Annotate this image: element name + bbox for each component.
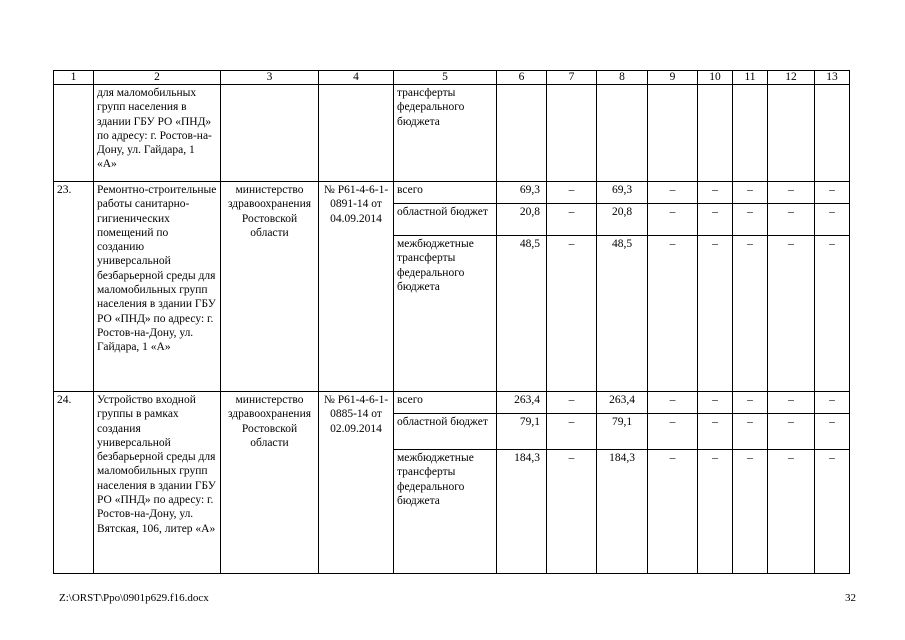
value-cell: – <box>547 182 597 204</box>
value-cell: – <box>547 392 597 414</box>
column-number-row <box>54 71 850 85</box>
col-header: 8 <box>597 71 648 85</box>
row-agency: министерство здравоохранения Ростовской области <box>221 392 319 574</box>
value-cell: 79,1 <box>497 414 547 450</box>
row-description: Ремонтно-строительные работы санитарно-гигиенических помещений по созданию универсальной безбарьерной среды для маломобильных групп населения в здании ГБУ РО «ПНД» по адресу: г. Ростов-на-Дону, ул. Гайдара, 1 «А» <box>94 182 221 392</box>
value-cell: – <box>648 204 698 236</box>
value-cell: – <box>648 450 698 574</box>
col-header: 1 <box>54 71 94 85</box>
col-header: 11 <box>733 71 768 85</box>
value-cell: – <box>698 392 733 414</box>
budget-table <box>53 70 850 574</box>
value-cell: – <box>698 414 733 450</box>
value-cell: 69,3 <box>497 182 547 204</box>
row-document: № Р61-4-6-1-0891-14 от 04.09.2014 <box>319 182 394 392</box>
value-cell: – <box>698 204 733 236</box>
value-cell: 79,1 <box>597 414 648 450</box>
col-header: 4 <box>319 71 394 85</box>
page-number: 32 <box>845 592 856 604</box>
value-cell: – <box>733 204 768 236</box>
row-description: для маломобильных групп населения в здании ГБУ РО «ПНД» по адресу: г. Ростов-на-Дону, ул. Гайдара, 1 «А» <box>94 85 221 182</box>
row-number: 23. <box>54 182 94 392</box>
col-header: 13 <box>815 71 850 85</box>
value-cell: – <box>733 182 768 204</box>
value-cell: – <box>698 236 733 392</box>
value-cell: – <box>768 204 815 236</box>
value-cell: – <box>815 392 850 414</box>
continuation-row <box>54 85 850 182</box>
value-cell: – <box>768 450 815 574</box>
value-cell: – <box>547 414 597 450</box>
value-cell: – <box>768 236 815 392</box>
value-cell: – <box>815 236 850 392</box>
value-cell: – <box>698 450 733 574</box>
col-header: 6 <box>497 71 547 85</box>
funding-source: межбюджетные трансферты федерального бюджета <box>394 450 497 574</box>
row-agency: министерство здравоохранения Ростовской области <box>221 182 319 392</box>
value-cell: – <box>768 414 815 450</box>
col-header: 5 <box>394 71 497 85</box>
value-cell: – <box>547 236 597 392</box>
value-cell: – <box>815 182 850 204</box>
value-cell: – <box>648 182 698 204</box>
col-header: 2 <box>94 71 221 85</box>
value-cell: – <box>815 414 850 450</box>
funding-source: всего <box>394 182 497 204</box>
value-cell: – <box>547 450 597 574</box>
value-cell: – <box>768 392 815 414</box>
col-header: 10 <box>698 71 733 85</box>
table-row <box>54 182 850 204</box>
funding-source: областной бюджет <box>394 414 497 450</box>
value-cell: – <box>815 450 850 574</box>
funding-source: межбюджетные трансферты федерального бюджета <box>394 236 497 392</box>
value-cell: – <box>768 182 815 204</box>
funding-source: всего <box>394 392 497 414</box>
value-cell: – <box>815 204 850 236</box>
col-header: 3 <box>221 71 319 85</box>
table-row <box>54 392 850 414</box>
value-cell: 184,3 <box>497 450 547 574</box>
value-cell: 263,4 <box>597 392 648 414</box>
value-cell: – <box>698 182 733 204</box>
value-cell: 48,5 <box>497 236 547 392</box>
value-cell: 69,3 <box>597 182 648 204</box>
value-cell: – <box>733 414 768 450</box>
file-path: Z:\ORST\Ppo\0901p629.f16.docx <box>59 592 209 604</box>
col-header: 12 <box>768 71 815 85</box>
value-cell: – <box>648 392 698 414</box>
col-header: 9 <box>648 71 698 85</box>
value-cell: – <box>733 450 768 574</box>
row-number: 24. <box>54 392 94 574</box>
value-cell: – <box>547 204 597 236</box>
row-description: Устройство входной группы в рамках создания универсальной безбарьерной среды для маломобильных групп населения в здании ГБУ РО «ПНД» по адресу: г. Ростов-на-Дону, ул. Вятская, 106, литер «А» <box>94 392 221 574</box>
value-cell: 184,3 <box>597 450 648 574</box>
value-cell: 48,5 <box>597 236 648 392</box>
value-cell: – <box>648 414 698 450</box>
value-cell: – <box>733 236 768 392</box>
value-cell: – <box>648 236 698 392</box>
funding-source: областной бюджет <box>394 204 497 236</box>
value-cell: 20,8 <box>597 204 648 236</box>
value-cell: 20,8 <box>497 204 547 236</box>
col-header: 7 <box>547 71 597 85</box>
row-document: № Р61-4-6-1-0885-14 от 02.09.2014 <box>319 392 394 574</box>
value-cell: 263,4 <box>497 392 547 414</box>
value-cell: – <box>733 392 768 414</box>
funding-source: трансферты федерального бюджета <box>394 85 497 182</box>
